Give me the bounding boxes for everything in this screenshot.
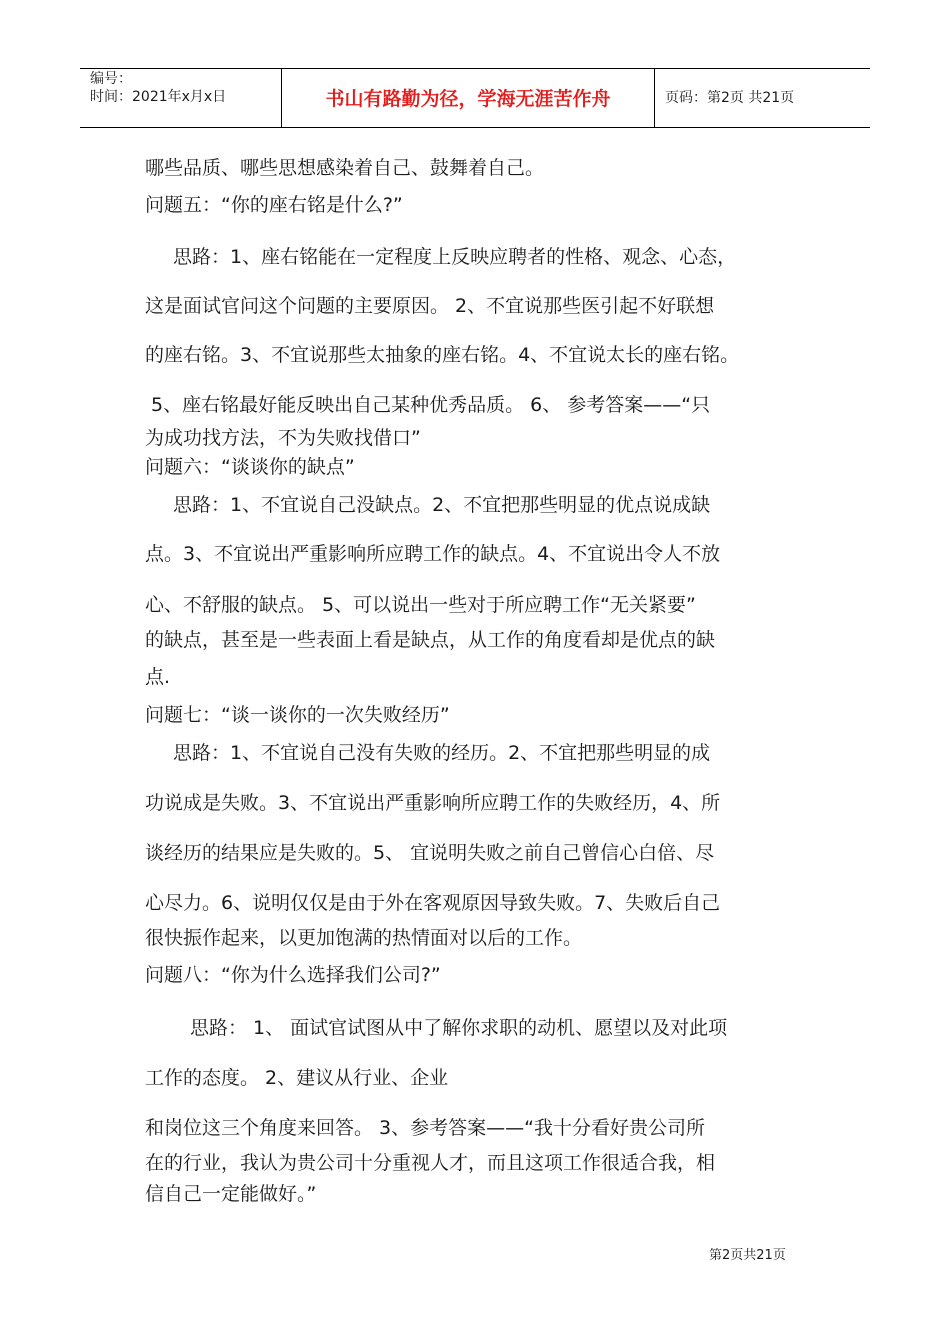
question-heading: 问题八：“你为什么选择我们公司?” [145, 964, 441, 986]
footer-page-number: 第2页共21页 [709, 1248, 786, 1263]
question-heading: 问题七：“谈一谈你的一次失败经历” [145, 704, 450, 726]
body-line: 和岗位这三个角度来回答。 3、参考答案——“我十分看好贵公司所 [145, 1117, 705, 1139]
body-line: 思路：1、座右铭能在一定程度上反映应聘者的性格、观念、心态， [173, 246, 737, 268]
body-line: 谈经历的结果应是失败的。5、 宜说明失败之前自己曾信心白倍、尽 [145, 842, 715, 864]
header-motto-cell [282, 69, 655, 128]
body-line: 这是面试官问这个问题的主要原因。 2、不宜说那些医引起不好联想 [145, 295, 715, 317]
body-line: 为成功找方法，不为失败找借口” [145, 427, 421, 449]
body-line: 思路：1、不宜说自己没有失败的经历。2、不宜把那些明显的成 [173, 742, 711, 764]
body-line: 很快振作起来，以更加饱满的热情面对以后的工作。 [145, 927, 583, 949]
body-line: 心尽力。6、说明仅仅是由于外在客观原因导致失败。7、失败后自己 [145, 892, 721, 914]
question-heading: 问题六：“谈谈你的缺点” [145, 456, 355, 478]
body-line: 心、不舒服的缺点。 5、可以说出一些对于所应聘工作“无关紧要” [145, 594, 696, 616]
document-number-label: 编号： [90, 71, 132, 87]
body-line: 哪些品质、哪些思想感染着自己、鼓舞着自己。 [145, 157, 545, 179]
header-page-cell [655, 69, 870, 128]
body-line: 功说成是失败。3、不宜说出严重影响所应聘工作的失败经历，4、所 [145, 792, 721, 814]
document-date: 时间：2021年x月x日 [90, 89, 227, 105]
body-line: 点. [145, 666, 171, 688]
header-meta-cell [80, 69, 282, 128]
body-line: 工作的态度。 2、建议从行业、企业 [145, 1067, 449, 1089]
body-line: 在的行业，我认为贵公司十分重视人才，而且这项工作很适合我，相 [145, 1152, 716, 1174]
body-line: 点。3、不宜说出严重影响所应聘工作的缺点。4、不宜说出令人不放 [145, 543, 721, 565]
body-line: 思路： 1、 面试官试图从中了解你求职的动机、愿望以及对此项 [190, 1017, 728, 1039]
header-page-number: 页码：第2页 共21页 [665, 90, 795, 106]
body-line: 5、座右铭最好能反映出自己某种优秀品质。 6、 参考答案——“只 [151, 394, 711, 416]
question-heading: 问题五：“你的座右铭是什么?” [145, 194, 403, 216]
body-line: 信自己一定能做好。” [145, 1183, 317, 1205]
header-motto: 书山有路勤为径，学海无涯苦作舟 [325, 88, 611, 110]
body-line: 思路：1、不宜说自己没缺点。2、不宜把那些明显的优点说成缺 [173, 494, 711, 516]
body-line: 的缺点，甚至是一些表面上看是缺点，从工作的角度看却是优点的缺 [145, 629, 716, 651]
page-header [80, 68, 870, 128]
body-line: 的座右铭。3、不宜说那些太抽象的座右铭。4、不宜说太长的座右铭。 [145, 344, 740, 366]
